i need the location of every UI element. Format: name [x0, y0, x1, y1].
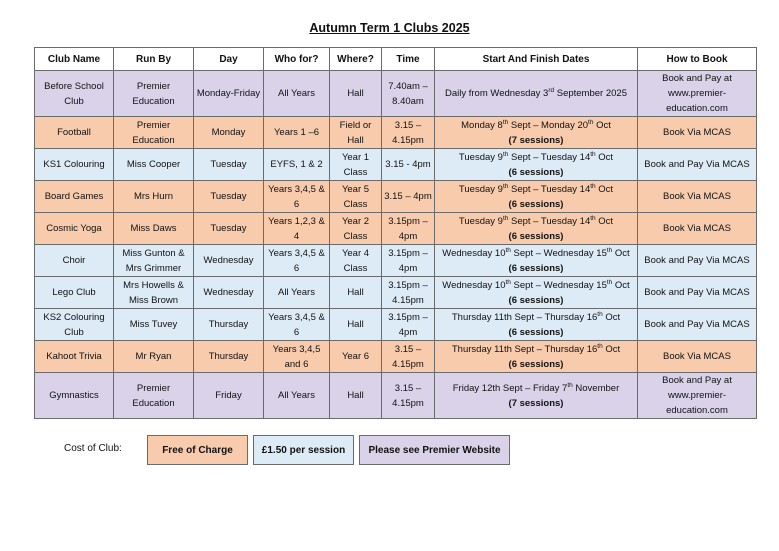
club-name-cell: Football — [35, 117, 114, 149]
cost-legend — [0, 433, 779, 469]
who-for-cell: Years 1,2,3 & 4 — [264, 213, 330, 245]
who-for-cell: Years 3,4,5 & 6 — [264, 245, 330, 277]
dates-text — [437, 246, 635, 261]
who-for-cell: EYFS, 1 & 2 — [264, 149, 330, 181]
dates-text — [437, 86, 635, 101]
table-row — [35, 277, 757, 309]
dates-cell — [435, 117, 638, 149]
clubs-table — [34, 47, 757, 419]
table-row — [35, 373, 757, 419]
time-cell: 3.15pm – 4pm — [382, 245, 435, 277]
club-name-cell: Gymnastics — [35, 373, 114, 419]
date-text-part: Thursday 11th Sept – Thursday 16 — [451, 311, 598, 323]
session-count: (6 sessions) — [508, 358, 564, 370]
session-count: (6 sessions) — [508, 326, 564, 338]
dates-text — [437, 118, 635, 133]
header-where: Where? — [330, 48, 382, 71]
club-name-cell: KS2 Colouring Club — [35, 309, 114, 341]
dates-cell — [435, 341, 638, 373]
date-ordinal-suffix: th — [567, 381, 573, 389]
run-by-cell: Miss Gunton & Mrs Grimmer — [114, 245, 194, 277]
day-cell: Wednesday — [194, 277, 264, 309]
where-cell: Hall — [330, 277, 382, 309]
club-name-cell: KS1 Colouring — [35, 149, 114, 181]
time-cell: 3.15 – 4pm — [382, 181, 435, 213]
day-cell: Friday — [194, 373, 264, 419]
header-time: Time — [382, 48, 435, 71]
who-for-cell: All Years — [264, 71, 330, 117]
run-by-cell: Mrs Howells & Miss Brown — [114, 277, 194, 309]
dates-text — [437, 182, 635, 197]
how-to-book-cell: Book Via MCAS — [638, 341, 757, 373]
date-text-part: Sept – Wednesday 15 — [510, 279, 607, 291]
date-text-part: Tuesday 9 — [458, 215, 503, 227]
day-cell: Wednesday — [194, 245, 264, 277]
date-text-part: Sept – Monday 20 — [508, 119, 589, 131]
where-cell: Hall — [330, 309, 382, 341]
run-by-cell: Mr Ryan — [114, 341, 194, 373]
legend-free-label: Free of Charge — [162, 444, 233, 456]
date-text-part: Sept – Tuesday 14 — [508, 215, 591, 227]
date-text-part: Monday 8 — [461, 119, 503, 131]
where-cell: Hall — [330, 71, 382, 117]
who-for-cell: Years 3,4,5 and 6 — [264, 341, 330, 373]
time-cell: 3.15 – 4.15pm — [382, 373, 435, 419]
how-to-book-cell: Book and Pay at www.premier-education.com — [638, 373, 757, 419]
day-cell: Monday — [194, 117, 264, 149]
date-text-part: Tuesday 9 — [458, 183, 503, 195]
time-cell: 3.15pm – 4pm — [382, 213, 435, 245]
dates-cell — [435, 213, 638, 245]
day-cell: Monday-Friday — [194, 71, 264, 117]
club-name-cell: Choir — [35, 245, 114, 277]
date-text-part: September 2025 — [554, 88, 627, 99]
dates-text — [437, 381, 635, 396]
club-name-cell: Cosmic Yoga — [35, 213, 114, 245]
dates-cell — [435, 373, 638, 419]
dates-cell — [435, 149, 638, 181]
run-by-cell: Premier Education — [114, 117, 194, 149]
how-to-book-cell: Book Via MCAS — [638, 181, 757, 213]
dates-cell — [435, 277, 638, 309]
where-cell: Year 4 Class — [330, 245, 382, 277]
date-text-part: Sept – Wednesday 15 — [510, 247, 607, 259]
header-club-name: Club Name — [35, 48, 114, 71]
date-ordinal-suffix: th — [588, 118, 594, 126]
run-by-cell: Miss Daws — [114, 213, 194, 245]
time-cell: 3.15 – 4.15pm — [382, 117, 435, 149]
dates-text — [437, 278, 635, 293]
who-for-cell: All Years — [264, 277, 330, 309]
date-ordinal-suffix: th — [505, 246, 511, 254]
table-row — [35, 181, 757, 213]
cost-label: Cost of Club: — [64, 443, 122, 454]
date-text-part: Sept – Tuesday 14 — [508, 151, 591, 163]
dates-text — [437, 214, 635, 229]
date-text-part: Daily from Wednesday 3 — [445, 88, 549, 99]
dates-text — [437, 150, 635, 165]
where-cell: Year 6 — [330, 341, 382, 373]
day-cell: Tuesday — [194, 213, 264, 245]
time-cell: 3.15 – 4.15pm — [382, 341, 435, 373]
club-name-cell: Lego Club — [35, 277, 114, 309]
time-cell: 7.40am – 8.40am — [382, 71, 435, 117]
time-cell: 3.15pm – 4pm — [382, 309, 435, 341]
header-dates: Start And Finish Dates — [435, 48, 638, 71]
how-to-book-cell: Book Via MCAS — [638, 213, 757, 245]
date-text-part: Oct — [612, 247, 630, 259]
date-ordinal-suffix: th — [597, 342, 603, 350]
legend-web-label: Please see Premier Website — [368, 444, 501, 456]
club-name-cell: Before School Club — [35, 71, 114, 117]
date-ordinal-suffix: th — [502, 150, 509, 158]
day-cell: Thursday — [194, 341, 264, 373]
date-text-part: Wednesday 10 — [442, 279, 506, 291]
date-ordinal-suffix: th — [502, 214, 509, 222]
session-count: (7 sessions) — [508, 397, 564, 409]
date-text-part: Oct — [595, 183, 614, 195]
table-row — [35, 245, 757, 277]
date-text-part: Oct — [612, 279, 630, 291]
club-name-cell: Kahoot Trivia — [35, 341, 114, 373]
table-row — [35, 71, 757, 117]
dates-cell — [435, 245, 638, 277]
time-cell: 3.15 - 4pm — [382, 149, 435, 181]
run-by-cell: Mrs Hurn — [114, 181, 194, 213]
date-ordinal-suffix: th — [502, 118, 509, 126]
how-to-book-cell: Book and Pay Via MCAS — [638, 277, 757, 309]
date-text-part: Friday 12th Sept – Friday 7 — [452, 382, 568, 394]
where-cell: Year 2 Class — [330, 213, 382, 245]
run-by-cell: Miss Cooper — [114, 149, 194, 181]
dates-cell — [435, 71, 638, 117]
how-to-book-cell: Book and Pay at www.premier-education.com — [638, 71, 757, 117]
header-day: Day — [194, 48, 264, 71]
date-text-part: Thursday 11th Sept – Thursday 16 — [451, 343, 598, 355]
session-count: (6 sessions) — [508, 294, 564, 306]
who-for-cell: Years 3,4,5 & 6 — [264, 181, 330, 213]
run-by-cell: Premier Education — [114, 71, 194, 117]
club-name-cell: Board Games — [35, 181, 114, 213]
table-row — [35, 309, 757, 341]
table-row — [35, 213, 757, 245]
session-count: (6 sessions) — [508, 166, 564, 178]
page-title: Autumn Term 1 Clubs 2025 — [309, 21, 470, 35]
legend-per-session — [253, 435, 354, 465]
who-for-cell: Years 1 –6 — [264, 117, 330, 149]
date-text-part: Tuesday 9 — [458, 151, 503, 163]
date-text-part: Wednesday 10 — [442, 247, 506, 259]
day-cell: Tuesday — [194, 181, 264, 213]
date-text-part: Oct — [595, 215, 614, 227]
run-by-cell: Miss Tuvey — [114, 309, 194, 341]
date-text-part: Oct — [595, 151, 614, 163]
date-text-part: Sept – Tuesday 14 — [508, 183, 591, 195]
date-ordinal-suffix: th — [590, 182, 596, 190]
session-count: (7 sessions) — [508, 134, 564, 146]
day-cell: Thursday — [194, 309, 264, 341]
date-ordinal-suffix: th — [505, 278, 511, 286]
date-ordinal-suffix: rd — [548, 86, 555, 94]
table-row — [35, 117, 757, 149]
session-count: (6 sessions) — [508, 198, 564, 210]
date-text-part: Oct — [593, 119, 611, 131]
where-cell: Year 5 Class — [330, 181, 382, 213]
where-cell: Year 1 Class — [330, 149, 382, 181]
date-ordinal-suffix: th — [606, 246, 613, 254]
how-to-book-cell: Book Via MCAS — [638, 117, 757, 149]
run-by-cell: Premier Education — [114, 373, 194, 419]
dates-cell — [435, 309, 638, 341]
table-row — [35, 149, 757, 181]
header-run-by: Run By — [114, 48, 194, 71]
legend-premier-website — [359, 435, 510, 465]
date-text-part: November — [572, 382, 620, 394]
session-count: (6 sessions) — [508, 230, 564, 242]
date-ordinal-suffix: th — [590, 150, 596, 158]
how-to-book-cell: Book and Pay Via MCAS — [638, 149, 757, 181]
dates-text — [437, 310, 635, 325]
how-to-book-cell: Book and Pay Via MCAS — [638, 309, 757, 341]
where-cell: Field or Hall — [330, 117, 382, 149]
date-ordinal-suffix: th — [606, 278, 613, 286]
where-cell: Hall — [330, 373, 382, 419]
legend-fee-label: £1.50 per session — [261, 444, 346, 456]
who-for-cell: Years 3,4,5 & 6 — [264, 309, 330, 341]
dates-text — [437, 342, 635, 357]
how-to-book-cell: Book and Pay Via MCAS — [638, 245, 757, 277]
date-text-part: Oct — [602, 343, 621, 355]
session-count: (6 sessions) — [508, 262, 564, 274]
dates-cell — [435, 181, 638, 213]
date-ordinal-suffix: th — [597, 310, 603, 318]
date-ordinal-suffix: th — [502, 182, 509, 190]
time-cell: 3.15pm – 4.15pm — [382, 277, 435, 309]
date-text-part: Oct — [602, 311, 621, 323]
header-how-to-book: How to Book — [638, 48, 757, 71]
date-ordinal-suffix: th — [590, 214, 596, 222]
header-who-for: Who for? — [264, 48, 330, 71]
legend-free-of-charge — [147, 435, 248, 465]
table-header-row — [35, 48, 757, 71]
day-cell: Tuesday — [194, 149, 264, 181]
who-for-cell: All Years — [264, 373, 330, 419]
table-row — [35, 341, 757, 373]
